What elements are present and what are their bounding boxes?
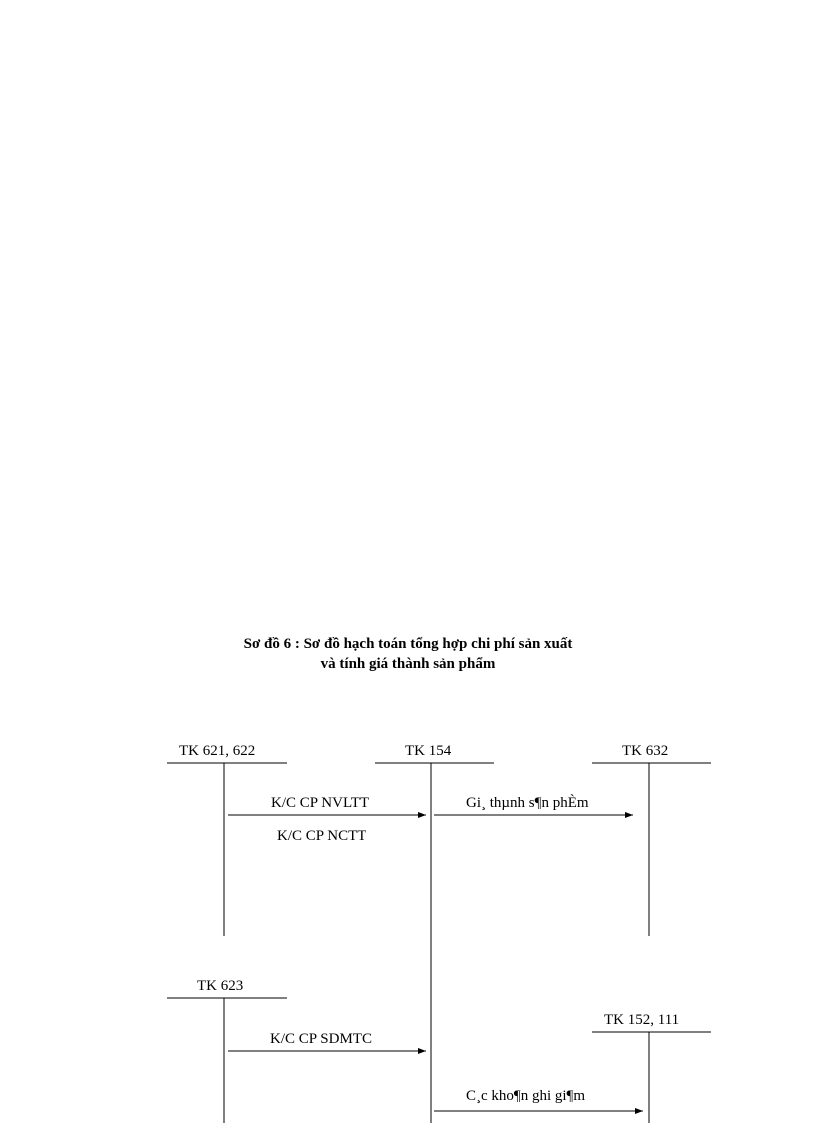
account-label-tk632: TK 632 xyxy=(622,743,669,759)
flow-label-kc-ncct: K/C CP NCTT xyxy=(277,828,367,840)
flow-label-gia-thanh: Gi¸ thµnh s¶n phÈm xyxy=(466,795,589,811)
account-label-tk154: TK 154 xyxy=(405,743,452,759)
account-label-tk621-622: TK 621, 622 xyxy=(179,743,256,759)
account-label-tk623: TK 623 xyxy=(197,978,244,994)
diagram-title-line-1: Sơ đồ 6 : Sơ đồ hạch toán tổng hợp chi phí sản xuất xyxy=(243,636,573,652)
diagram-title-line-2: và tính giá thành sản phẩm xyxy=(320,656,496,672)
account-label-tk152-111: TK 152, 111 xyxy=(604,1012,680,1028)
flow-label-khoan-giam: C¸c kho¶n ghi gi¶m xyxy=(466,1088,586,1104)
flow-label-kc-nvltt: K/C CP NVLTT xyxy=(271,795,370,811)
flow-label-kc-sdmtc: K/C CP SDMTC xyxy=(270,1031,372,1047)
